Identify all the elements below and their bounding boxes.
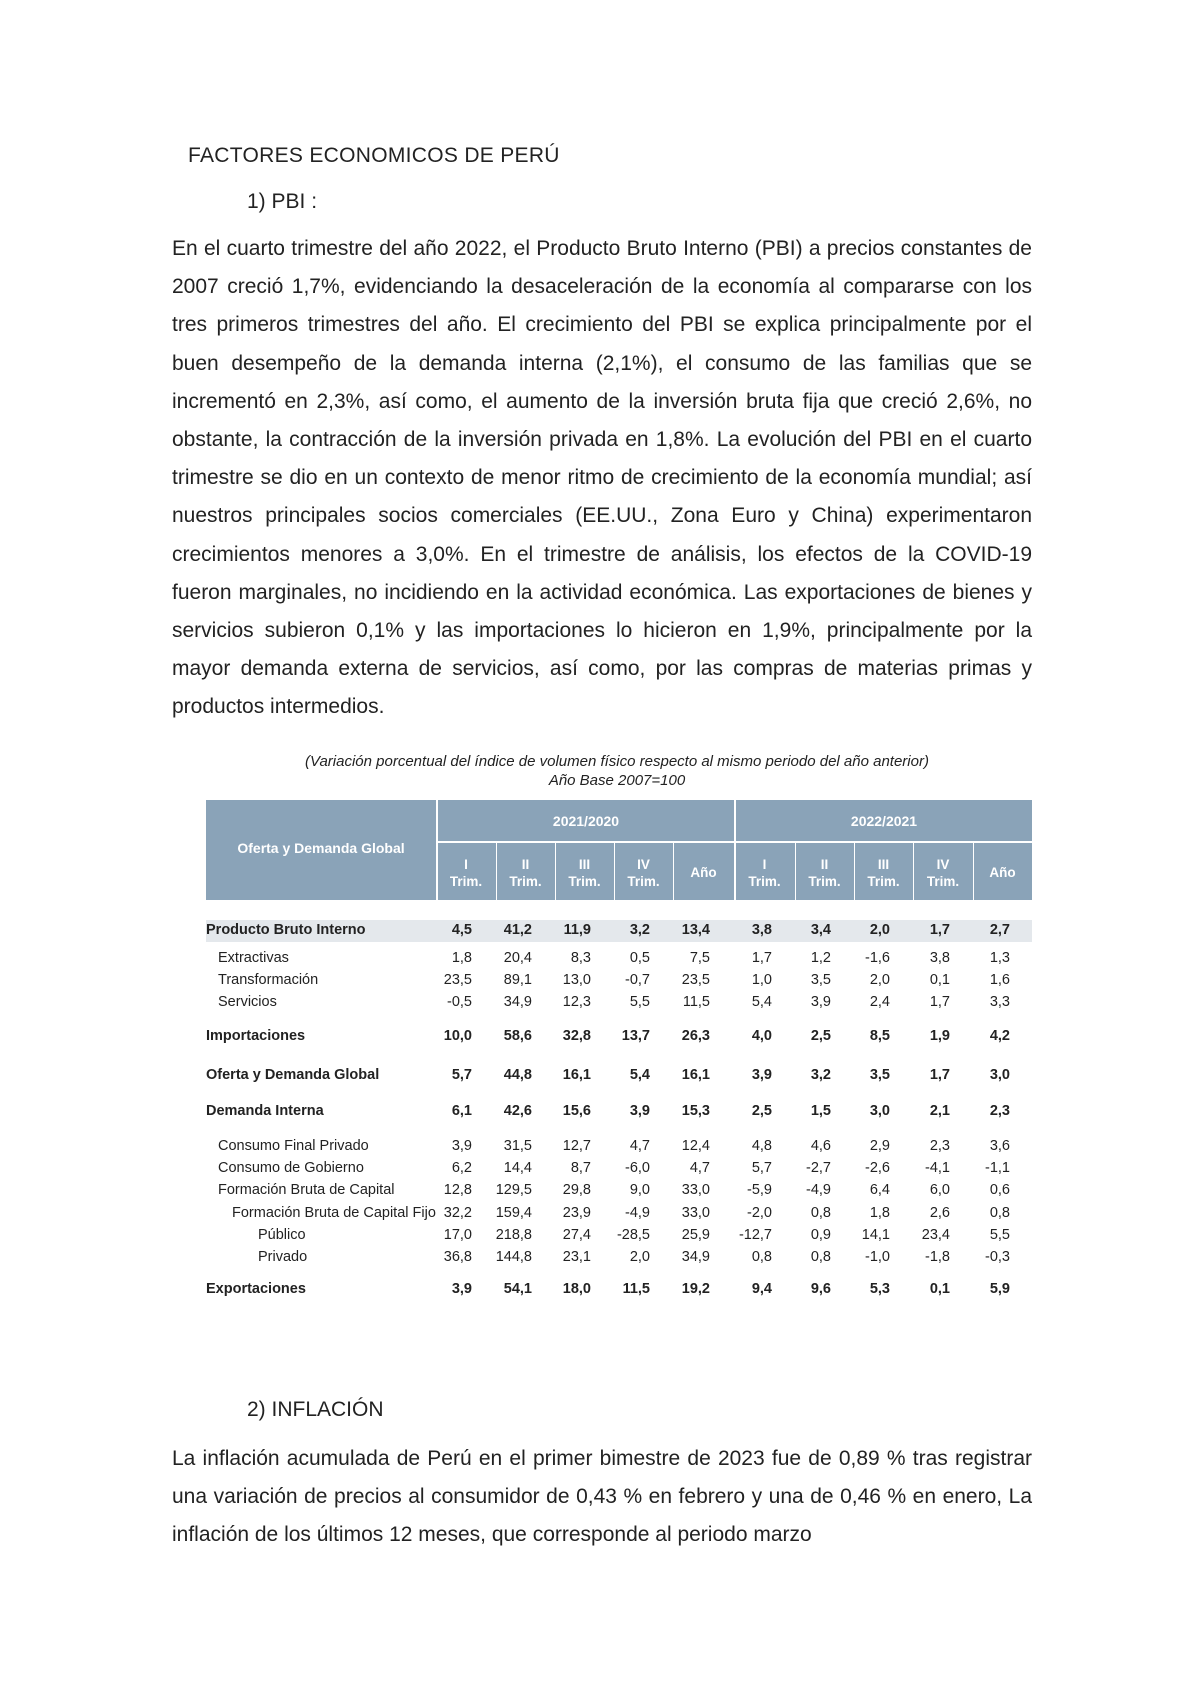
table-cell: 12,4: [681, 1138, 710, 1154]
table-cell: 8,3: [570, 950, 591, 966]
table-row: [206, 1180, 1032, 1202]
table-cell: 129,5: [495, 1182, 532, 1198]
table-cell: 32,2: [443, 1205, 472, 1221]
table-cell: 18,0: [562, 1281, 591, 1297]
table-cell: 5,3: [869, 1281, 890, 1297]
table-cell: 2,3: [989, 1103, 1010, 1119]
table-cell: 2,5: [810, 1028, 831, 1044]
row-label: Extractivas: [218, 950, 289, 966]
section-heading-pbi: 1) PBI :: [247, 190, 318, 213]
table-cell: -2,7: [806, 1160, 831, 1176]
column-header-line2: Trim.: [449, 874, 483, 889]
column-header-line1: I: [464, 857, 468, 872]
row-label: Servicios: [218, 994, 277, 1010]
group-header-2021: 2021/2020: [552, 813, 620, 829]
column-header-line2: Trim.: [627, 874, 660, 889]
table-cell: 9,6: [810, 1281, 831, 1297]
table-cell: 25,9: [681, 1227, 710, 1243]
table-cell: 5,4: [751, 994, 772, 1010]
table-cell: -12,7: [738, 1227, 772, 1243]
table-cell: 3,8: [929, 950, 950, 966]
table-cell: 23,5: [443, 972, 472, 988]
table-cell: 3,4: [810, 922, 831, 938]
table-cell: 3,0: [989, 1067, 1010, 1083]
column-header: [795, 856, 854, 890]
table-cell: 3,6: [989, 1138, 1010, 1154]
table-cell: 10,0: [443, 1028, 472, 1044]
table-cell: 1,0: [751, 972, 772, 988]
table-cell: 8,7: [570, 1160, 591, 1176]
column-header: [555, 856, 614, 890]
table-cell: 5,5: [989, 1227, 1010, 1243]
table-cell: 1,7: [929, 994, 950, 1010]
table-cell: 5,4: [629, 1067, 650, 1083]
table-row: [206, 948, 1032, 970]
table-cell: 15,3: [681, 1103, 710, 1119]
table-row: [206, 1101, 1032, 1123]
section-heading-inflacion: 2) INFLACIÓN: [247, 1398, 384, 1421]
table-cell: 6,0: [929, 1182, 950, 1198]
table-cell: -1,8: [925, 1249, 950, 1265]
table-cell: 0,8: [751, 1249, 772, 1265]
table-cell: -0,5: [447, 994, 472, 1010]
table-cell: 3,9: [810, 994, 831, 1010]
column-header-line1: II: [820, 857, 829, 872]
table-cell: 12,3: [562, 994, 591, 1010]
table-cell: 3,9: [451, 1138, 472, 1154]
table-cell: 15,6: [562, 1103, 591, 1119]
row-label: Formación Bruta de Capital: [218, 1182, 395, 1198]
table-cell: 5,7: [451, 1067, 472, 1083]
paragraph-inflacion: La inflación acumulada de Perú en el primer bimestre de 2023 fue de 0,89 % tras registrar una variación de precios al consumidor de 0,43 % en febrero y una de 0,46 % en enero, La inflación de los últimos 12 meses, que corresponde al periodo marzo: [172, 1447, 1032, 1547]
column-header: [496, 856, 555, 890]
column-header: [854, 856, 913, 890]
table-cell: 2,0: [629, 1249, 650, 1265]
table-cell: 0,8: [989, 1205, 1010, 1221]
table-cell: 2,1: [929, 1103, 950, 1119]
table-cell: 1,7: [929, 1067, 950, 1083]
column-header-line1: Año: [989, 865, 1016, 880]
table-cell: -6,0: [625, 1160, 650, 1176]
table-cell: 26,3: [681, 1028, 710, 1044]
table-cell: 2,6: [929, 1205, 950, 1221]
table-cell: -28,5: [616, 1227, 650, 1243]
table-cell: 11,5: [682, 994, 710, 1010]
table-cell: 31,5: [503, 1138, 532, 1154]
row-label: Importaciones: [206, 1028, 306, 1044]
column-header-line1: Año: [690, 865, 717, 880]
row-label: Exportaciones: [206, 1281, 306, 1297]
table-cell: 14,1: [861, 1227, 890, 1243]
table-cell: 144,8: [495, 1249, 532, 1265]
table-cell: 2,0: [869, 972, 890, 988]
table-cell: 5,9: [989, 1281, 1010, 1297]
table-cell: 218,8: [495, 1227, 532, 1243]
table-cell: -5,9: [747, 1182, 772, 1198]
table-cell: 8,5: [869, 1028, 890, 1044]
table-cell: -2,0: [747, 1205, 772, 1221]
table-cell: 23,9: [562, 1205, 591, 1221]
table-cell: 1,3: [989, 950, 1010, 966]
column-header: [614, 856, 673, 890]
table-cell: 11,9: [563, 922, 591, 938]
table-cell: 5,5: [629, 994, 650, 1010]
table-caption: (Variación porcentual del índice de volumen físico respecto al mismo periodo del año anterior): [305, 753, 929, 770]
column-header: [913, 856, 973, 890]
table-cell: 6,2: [451, 1160, 472, 1176]
table-cell: 4,5: [451, 922, 472, 938]
column-header-line1: III: [578, 857, 591, 872]
table-cell: -1,6: [865, 950, 890, 966]
table-cell: 4,7: [689, 1160, 710, 1176]
table-cell: 3,5: [810, 972, 831, 988]
table-row: [206, 1247, 1032, 1269]
table-cell: 54,1: [503, 1281, 532, 1297]
table-cell: 12,8: [443, 1182, 472, 1198]
row-header-label: Oferta y Demanda Global: [237, 840, 405, 856]
table-cell: 23,4: [921, 1227, 950, 1243]
row-label: Transformación: [218, 972, 319, 988]
table-cell: 58,6: [503, 1028, 532, 1044]
table-base-year: Año Base 2007=100: [548, 772, 686, 789]
table-row: [206, 970, 1032, 992]
table-cell: 9,0: [629, 1182, 650, 1198]
table-cell: 9,4: [751, 1281, 772, 1297]
table-cell: -4,9: [625, 1205, 650, 1221]
table-cell: 19,2: [681, 1281, 710, 1297]
table-cell: 6,1: [451, 1103, 472, 1119]
table-cell: 42,6: [503, 1103, 532, 1119]
table-cell: 11,5: [622, 1281, 650, 1297]
table-cell: 0,6: [989, 1182, 1010, 1198]
row-label: Consumo de Gobierno: [218, 1160, 364, 1176]
table-cell: 29,8: [562, 1182, 591, 1198]
table-cell: 17,0: [443, 1227, 472, 1243]
table-cell: 1,7: [751, 950, 772, 966]
table-cell: 16,1: [562, 1067, 591, 1083]
table-cell: 34,9: [503, 994, 532, 1010]
table-cell: 3,9: [751, 1067, 772, 1083]
column-header-line1: IV: [936, 857, 950, 872]
row-label: Oferta y Demanda Global: [206, 1067, 380, 1083]
row-label: Público: [258, 1227, 306, 1243]
table-cell: 4,7: [629, 1138, 650, 1154]
table-cell: 4,2: [989, 1028, 1010, 1044]
table-cell: 20,4: [503, 950, 532, 966]
table-cell: 32,8: [562, 1028, 591, 1044]
table-cell: 7,5: [689, 950, 710, 966]
table-row: [206, 1279, 1032, 1301]
column-header-line2: Trim.: [867, 874, 900, 889]
table-cell: 0,5: [629, 950, 650, 966]
column-header-line1: II: [521, 857, 530, 872]
paragraph-pbi: En el cuarto trimestre del año 2022, el Producto Bruto Interno (PBI) a precios constantes de 2007 creció 1,7%, evidenciando la desaceleración de la economía al compararse con los tres primeros trimestres del año. El crecimiento del PBI se explica principalmente por el buen desempeño de la demanda interna (2,1%), el consumo de las familias que se incrementó en 2,3%, así como, el aumento de la inversión bruta fija que creció 2,6%, no obstante, la contracción de la inversión privada en 1,8%. La evolución del PBI en el cuarto trimestre se dio en un contexto de menor ritmo de crecimiento de la economía mundial; así nuestros principales socios comerciales (EE.UU., Zona Euro y China) experimentaron crecimientos menores a 3,0%. En el trimestre de análisis, los efectos de la COVID-19 fueron marginales, no incidiendo en la actividad económica. Las exportaciones de bienes y servicios subieron 0,1% y las importaciones lo hicieron en 1,9%, principalmente por la mayor demanda externa de servicios, así como, por las compras de materias primas y productos intermedios.: [172, 237, 1032, 719]
table-cell: 0,8: [810, 1249, 831, 1265]
table-cell: 1,5: [810, 1103, 831, 1119]
group-header-2022: 2022/2021: [850, 813, 918, 829]
table-cell: 44,8: [503, 1067, 532, 1083]
table-row: [206, 992, 1032, 1014]
table-cell: 0,9: [810, 1227, 831, 1243]
table-cell: 3,2: [810, 1067, 831, 1083]
table-cell: 12,7: [562, 1138, 591, 1154]
table-cell: 5,7: [751, 1160, 772, 1176]
column-header-line1: III: [877, 857, 890, 872]
table-cell: 36,8: [443, 1249, 472, 1265]
table-cell: 4,8: [751, 1138, 772, 1154]
column-header-line1: IV: [637, 857, 650, 872]
column-header: [973, 864, 1032, 881]
table-cell: 3,9: [451, 1281, 472, 1297]
table-cell: 33,0: [681, 1205, 710, 1221]
table-cell: 4,6: [810, 1138, 831, 1154]
table-cell: 2,9: [869, 1138, 890, 1154]
table-cell: 34,9: [681, 1249, 710, 1265]
column-header-line2: Trim.: [808, 874, 841, 889]
table-cell: 2,3: [929, 1138, 950, 1154]
table-cell: 3,8: [751, 922, 772, 938]
column-header-line2: Trim.: [509, 874, 542, 889]
table-cell: 3,0: [869, 1103, 890, 1119]
column-header-line2: Trim.: [926, 874, 960, 889]
table-cell: 13,7: [621, 1028, 650, 1044]
table-cell: -4,1: [925, 1160, 950, 1176]
table-row: [206, 1026, 1032, 1048]
table-cell: -0,3: [985, 1249, 1010, 1265]
row-label: Consumo Final Privado: [218, 1138, 369, 1154]
table-cell: 89,1: [503, 972, 532, 988]
table-cell: 41,2: [503, 922, 532, 938]
table-cell: 0,1: [929, 972, 950, 988]
table-cell: 0,1: [929, 1281, 950, 1297]
table-cell: 1,6: [989, 972, 1010, 988]
table-cell: 27,4: [562, 1227, 591, 1243]
table-cell: 16,1: [681, 1067, 710, 1083]
table-cell: 2,7: [989, 922, 1010, 938]
table-cell: 23,1: [562, 1249, 591, 1265]
table-cell: 1,9: [929, 1028, 950, 1044]
table-cell: 2,4: [869, 994, 890, 1010]
table-cell: 4,0: [751, 1028, 772, 1044]
document-title: FACTORES ECONOMICOS DE PERÚ: [188, 144, 560, 167]
table-row: [206, 1065, 1032, 1087]
table-cell: 13,4: [681, 922, 710, 938]
table-cell: 0,8: [810, 1205, 831, 1221]
row-label: Demanda Interna: [206, 1103, 324, 1119]
table-cell: 14,4: [503, 1160, 532, 1176]
row-label: Formación Bruta de Capital Fijo: [232, 1205, 436, 1221]
table-cell: 2,0: [869, 922, 890, 938]
table-row: [206, 1225, 1032, 1247]
table-cell: 13,0: [562, 972, 591, 988]
table-cell: 1,7: [929, 922, 950, 938]
table-cell: 2,5: [751, 1103, 772, 1119]
table-cell: -2,6: [865, 1160, 890, 1176]
table-cell: 1,8: [451, 950, 472, 966]
table-cell: -1,1: [985, 1160, 1010, 1176]
table-cell: 3,2: [629, 922, 650, 938]
table-cell: -0,7: [625, 972, 650, 988]
table-cell: 159,4: [495, 1205, 532, 1221]
table-cell: 6,4: [869, 1182, 890, 1198]
table-cell: 23,5: [681, 972, 710, 988]
row-label: Producto Bruto Interno: [206, 922, 366, 938]
table-row: [206, 920, 1032, 942]
table-cell: -1,0: [865, 1249, 890, 1265]
column-header-line2: Trim.: [568, 874, 601, 889]
column-header-line1: I: [762, 857, 767, 872]
table-cell: 3,5: [869, 1067, 890, 1083]
column-header-line2: Trim.: [748, 874, 781, 889]
table-row: [206, 1158, 1032, 1180]
column-header: [734, 856, 795, 890]
table-cell: 3,3: [989, 994, 1010, 1010]
table-row: [206, 1136, 1032, 1158]
table-cell: -4,9: [806, 1182, 831, 1198]
column-header: [673, 864, 734, 881]
row-label: Privado: [258, 1249, 308, 1265]
column-header: [436, 856, 496, 890]
table-row: [206, 1203, 1032, 1225]
table-cell: 1,2: [810, 950, 831, 966]
table-cell: 33,0: [681, 1182, 710, 1198]
table-cell: 1,8: [869, 1205, 890, 1221]
table-cell: 3,9: [629, 1103, 650, 1119]
